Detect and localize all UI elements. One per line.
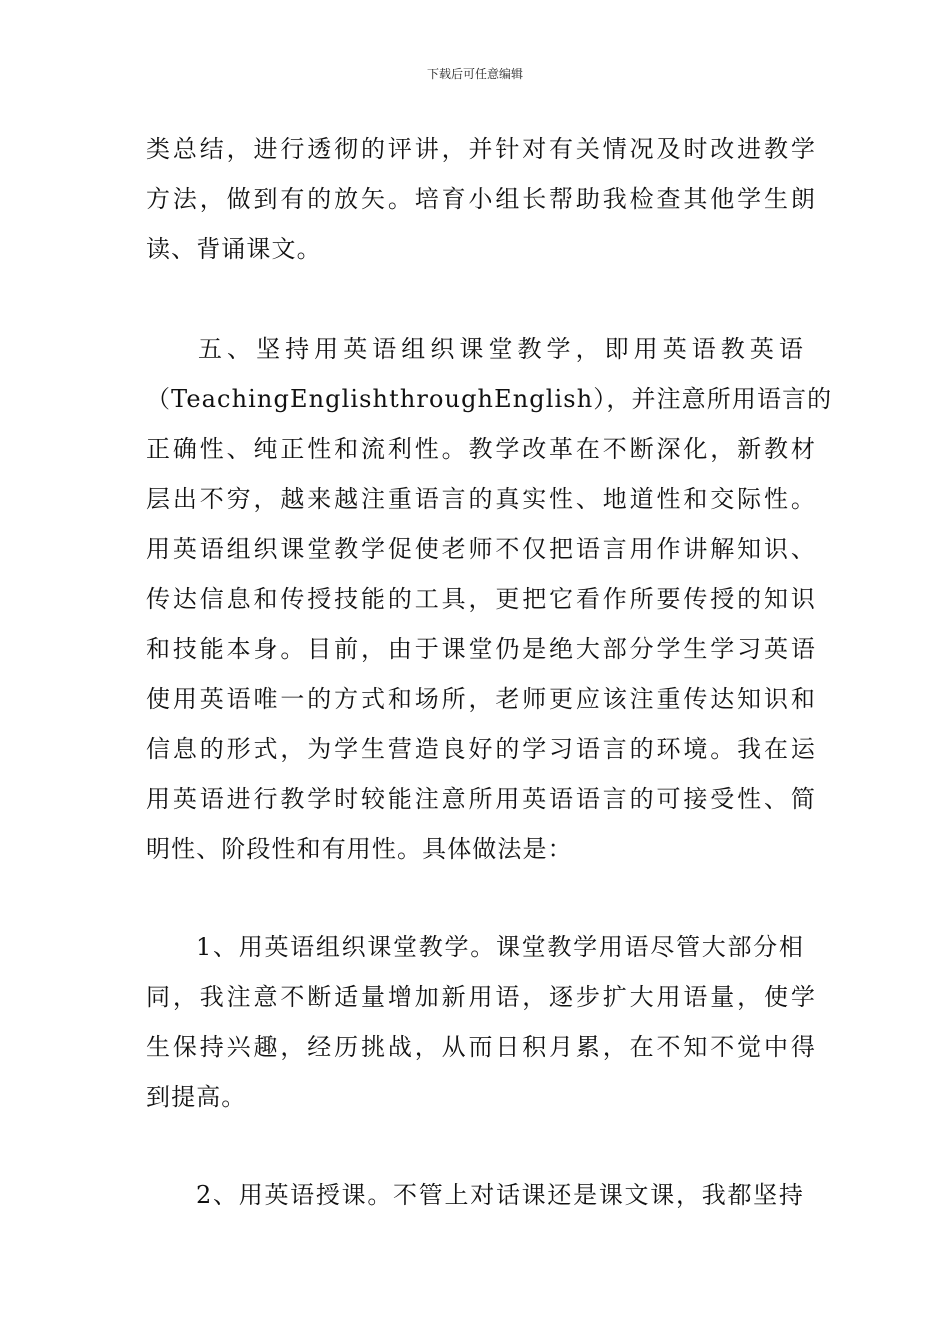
text-line: 信息的形式，为学生营造良好的学习语言的环境。我在运 bbox=[146, 735, 816, 763]
list-item-2: 2、用英语授课。不管上对话课还是课文课，我都坚持 bbox=[196, 1181, 804, 1209]
text-line: 和技能本身。目前，由于课堂仍是绝大部分学生学习英语 bbox=[146, 635, 816, 663]
text-line: 到提高。 bbox=[146, 1083, 247, 1111]
text-line: 层出不穷，越来越注重语言的真实性、地道性和交际性。 bbox=[146, 485, 816, 513]
text-line: 正确性、纯正性和流利性。教学改革在不断深化，新教材 bbox=[146, 435, 816, 463]
text-line: 用英语进行教学时较能注意所用英语语言的可接受性、简 bbox=[146, 785, 816, 813]
text-line: （TeachingEnglishthroughEnglish），并注意所用语言的 bbox=[146, 385, 833, 413]
text-line: 类总结，进行透彻的评讲，并针对有关情况及时改进教学 bbox=[146, 135, 816, 163]
page-header: 下载后可任意编辑 bbox=[426, 67, 523, 81]
text-line: 使用英语唯一的方式和场所，老师更应该注重传达知识和 bbox=[146, 685, 816, 713]
text-line: 用英语组织课堂教学促使老师不仅把语言用作讲解知识、 bbox=[146, 535, 816, 563]
text-line: 传达信息和传授技能的工具，更把它看作所要传授的知识 bbox=[146, 585, 816, 613]
text-line: 生保持兴趣，经历挑战，从而日积月累，在不知不觉中得 bbox=[146, 1033, 816, 1061]
paragraph-heading: 五、坚持用英语组织课堂教学，即用英语教英语 bbox=[198, 335, 804, 363]
list-item-1: 1、用英语组织课堂教学。课堂教学用语尽管大部分相 bbox=[196, 933, 804, 961]
text-line: 读、背诵课文。 bbox=[146, 235, 322, 263]
text-line: 明性、阶段性和有用性。具体做法是： bbox=[146, 835, 573, 863]
text-line: 同，我注意不断适量增加新用语，逐步扩大用语量，使学 bbox=[146, 983, 816, 1011]
text-line: 方法，做到有的放矢。培育小组长帮助我检查其他学生朗 bbox=[146, 185, 816, 213]
